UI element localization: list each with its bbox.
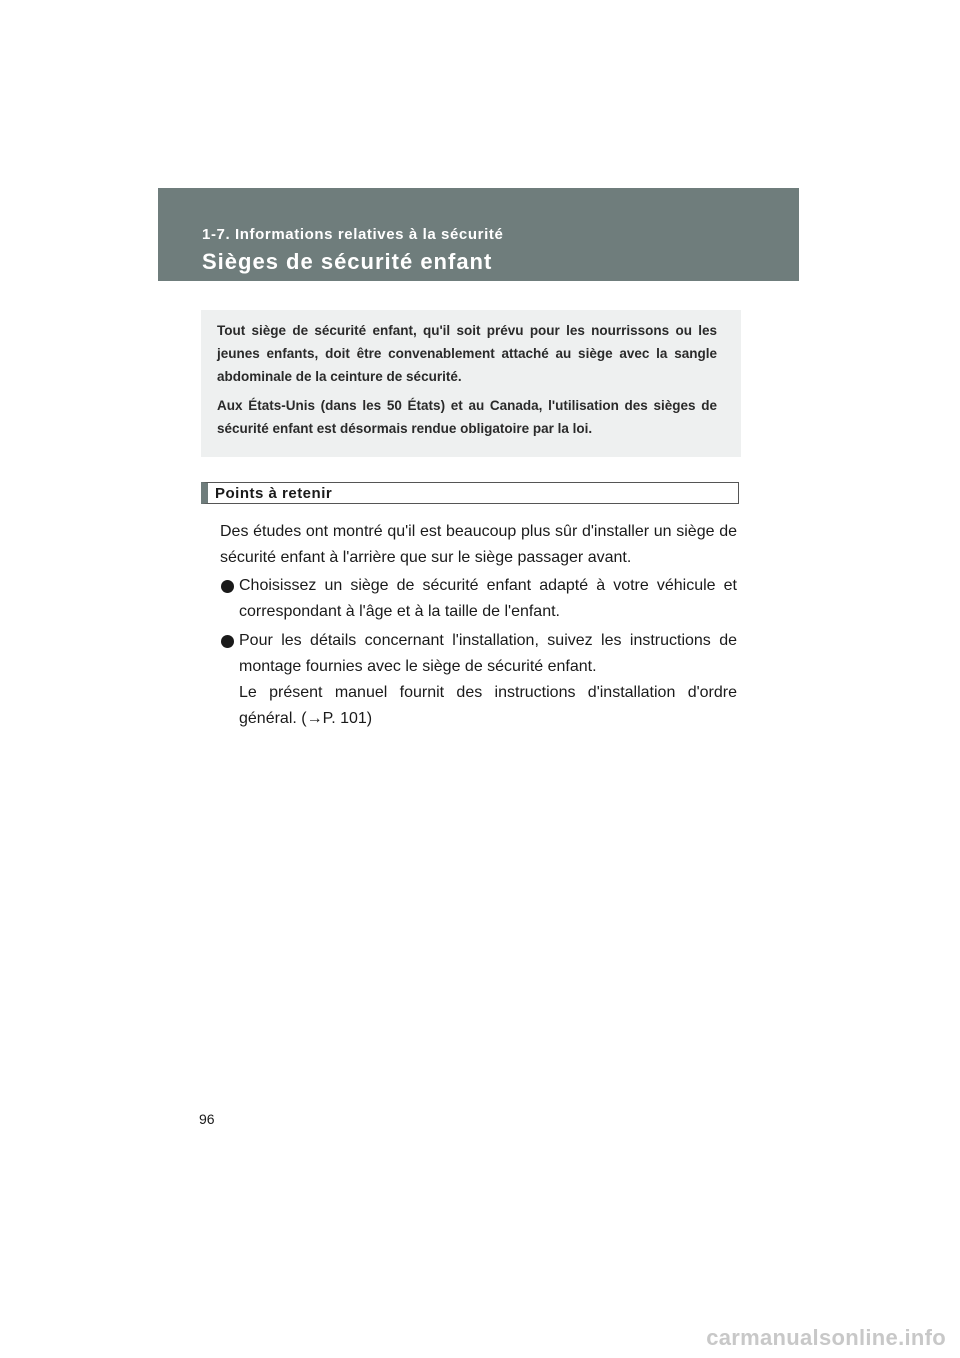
points-heading: Points à retenir xyxy=(215,485,333,502)
points-heading-box xyxy=(201,482,739,504)
chapter-header-band xyxy=(158,188,799,281)
page-title: Sièges de sécurité enfant xyxy=(202,249,493,274)
watermark: carmanualsonline.info xyxy=(706,1325,946,1350)
bullet-dot-icon xyxy=(221,635,234,648)
arrow-right-icon: → xyxy=(306,710,323,727)
page-reference-link[interactable]: P. 101 xyxy=(322,710,367,727)
intro-box xyxy=(201,310,741,457)
lead-paragraph: Des études ont montré qu'il est beaucoup plus sûr d'installer un siège de sécurité enfant à l'arrière que sur le siège passager avant. xyxy=(220,523,737,566)
bullet-item-2 xyxy=(239,628,737,732)
bullet-item-2-note xyxy=(239,680,737,732)
intro-paragraph-2: Aux États-Unis (dans les 50 États) et au Canada, l'utilisation des sièges de sécurité enfant est désormais rendue obligatoire par la loi. xyxy=(217,398,717,436)
bullet-dot-icon xyxy=(221,580,234,593)
page-number: 96 xyxy=(199,1111,215,1127)
bullet-item-1: Choisissez un siège de sécurité enfant adapté à votre véhicule et correspondant à l'âge et à la taille de l'enfant. xyxy=(239,577,737,620)
bullet-item-2-text: Pour les détails concernant l'installation, suivez les instructions de montage fournies avec le siège de sécurité enfant. xyxy=(239,632,737,675)
note-text: Le présent manuel fournit des instructions d'installation d'ordre général. ( xyxy=(239,684,737,727)
intro-paragraph-1: Tout siège de sécurité enfant, qu'il soit prévu pour les nourrissons ou les jeunes enfants, doit être convenablement attaché au siège avec la sangle abdominale de la ceinture de sécurité. xyxy=(217,323,717,384)
note-close: ) xyxy=(366,710,373,727)
section-label: 1-7. Informations relatives à la sécurité xyxy=(202,226,504,243)
